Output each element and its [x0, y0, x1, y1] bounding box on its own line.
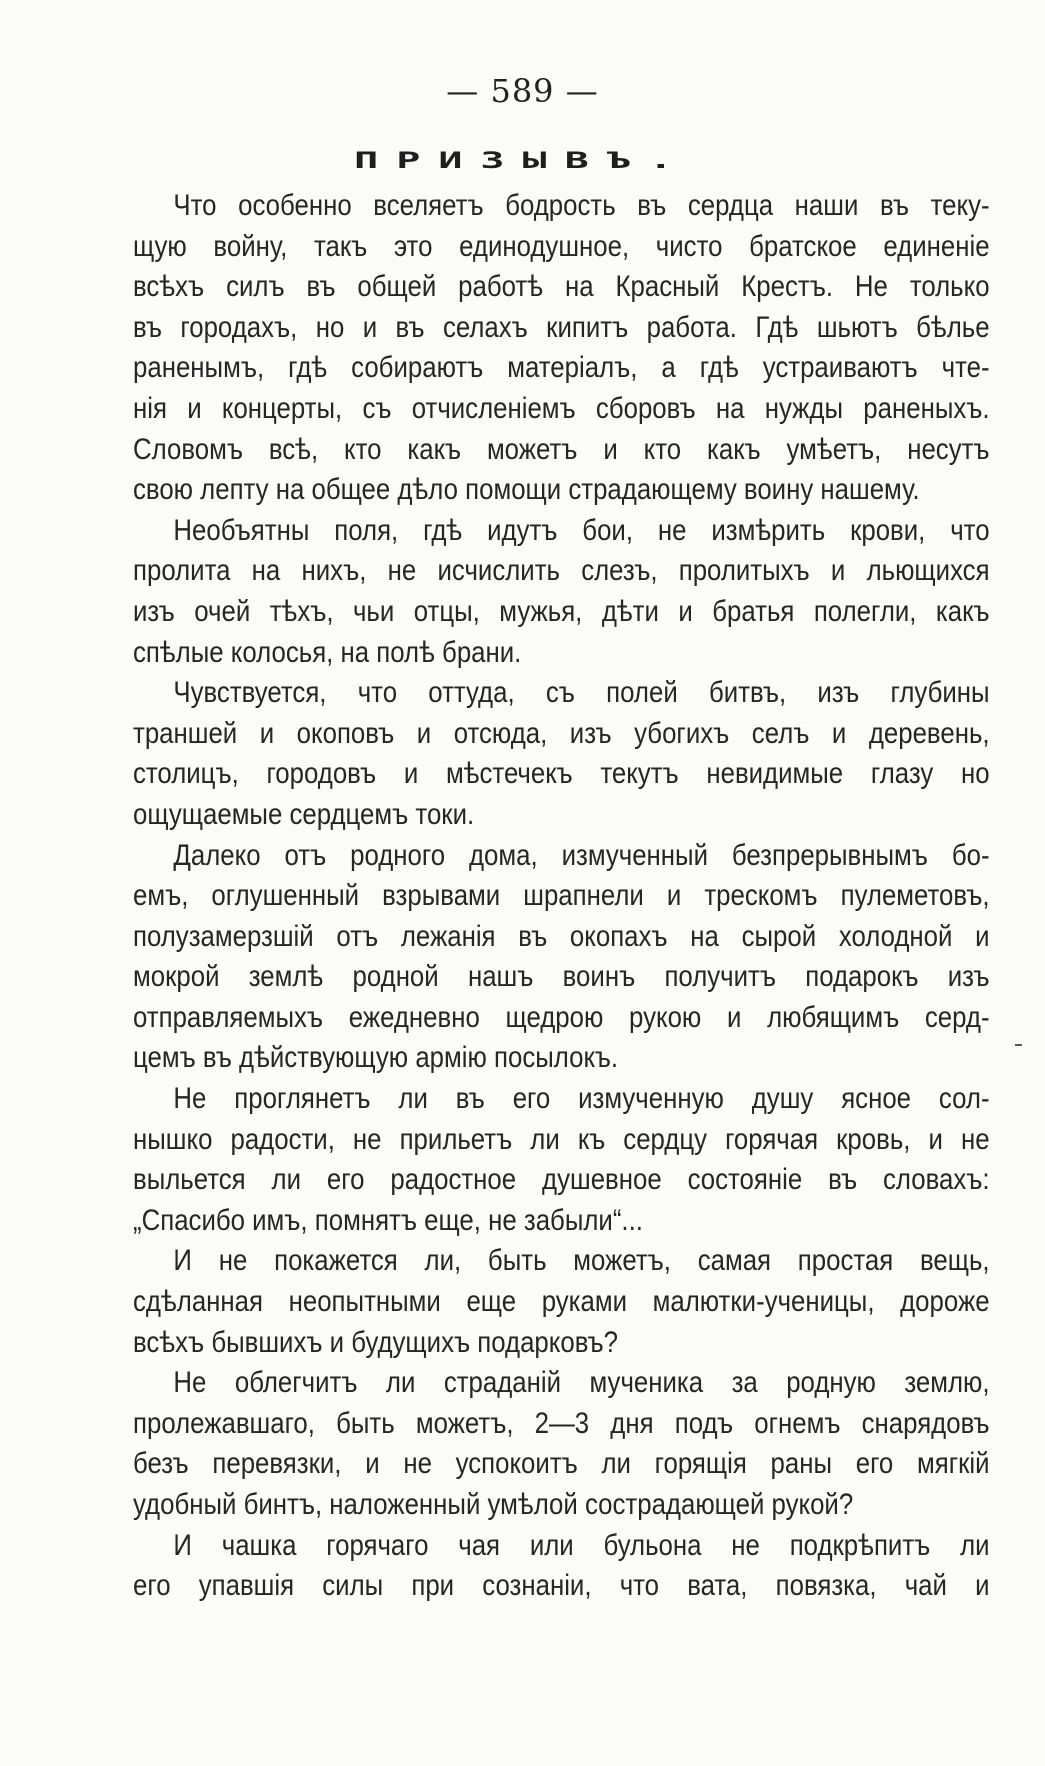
text-line: въ городахъ, но и въ селахъ кипитъ работа. Гдѣ шьютъ бѣлье [133, 310, 990, 344]
margin-mark [1015, 1044, 1022, 1046]
text-line: емъ, оглушенный взрывами шрапнели и трескомъ пулеметовъ, [133, 879, 990, 913]
text-line: сдѣланная неопытными еще руками малютки-ученицы, дороже [133, 1285, 990, 1319]
text-line: изъ очей тѣхъ, чьи отцы, мужья, дѣти и братья полегли, какъ [133, 594, 990, 628]
text-line: пролита на нихъ, не исчислить слезъ, пролитыхъ и льющихся [133, 554, 990, 588]
text-line: мокрой землѣ родной нашъ воинъ получитъ подарокъ изъ [133, 960, 990, 994]
text-line: раненымъ, гдѣ собираютъ матеріалъ, а гдѣ устраиваютъ чте- [133, 351, 990, 385]
text-line: И не покажется ли, быть можетъ, самая простая вещь, [173, 1244, 990, 1278]
text-line: свою лепту на общее дѣло помощи страдающему воину нашему. [133, 473, 920, 507]
text-line: Что особенно вселяетъ бодрость въ сердца наши въ теку- [173, 189, 990, 222]
text-line: пролежавшаго, быть можетъ, 2—3 дня подъ огнемъ снарядовъ [133, 1406, 990, 1440]
text-line: спѣлые колосья, на полѣ брани. [133, 635, 522, 669]
text-line: Необъятны поля, гдѣ идутъ бои, не измѣрить крови, что [173, 513, 990, 547]
text-line: Далеко отъ родного дома, измученный безпрерывнымъ бо- [173, 838, 990, 872]
article-body [133, 186, 990, 1607]
text-line: полузамерзшій отъ лежанія въ окопахъ на сырой холодной и [133, 919, 990, 953]
text-line: Не проглянетъ ли въ его измученную душу ясное сол- [173, 1082, 990, 1116]
page-title: ПРИЗЫВЪ. [354, 148, 691, 174]
text-line: столицъ, городовъ и мѣстечекъ текутъ невидимые глазу но [133, 757, 990, 791]
text-line: отправляемыхъ ежедневно щедрою рукою и любящимъ серд- [133, 1000, 990, 1034]
text-line: всѣхъ силъ въ общей работѣ на Красный Крестъ. Не только [133, 270, 990, 304]
text-line: выльется ли его радостное душевное состояніе въ словахъ: [133, 1163, 990, 1197]
text-line: ощущаемые сердцемъ токи. [133, 797, 475, 831]
text-line: И чашка горячаго чая или бульона не подкрѣпитъ ли [173, 1528, 990, 1562]
text-line: нія и концерты, съ отчисленіемъ сборовъ на нужды раненыхъ. [133, 391, 990, 425]
text-line: всѣхъ бывшихъ и будущихъ подарковъ? [133, 1325, 619, 1359]
text-line: траншей и окоповъ и отсюда, изъ убогихъ селъ и деревень, [133, 716, 990, 750]
text-line: нышко радости, не прильетъ ли къ сердцу горячая кровь, и не [133, 1122, 990, 1156]
text-line: безъ перевязки, и не успокоитъ ли горящія раны его мягкій [133, 1447, 990, 1481]
text-line: цемъ въ дѣйствующую армію посылокъ. [133, 1041, 619, 1075]
text-line: Не облегчитъ ли страданій мученика за родную землю, [173, 1366, 990, 1400]
text-line: щую войну, такъ это единодушное, чисто братское единеніе [133, 229, 990, 263]
text-line: Словомъ всѣ, кто какъ можетъ и кто какъ умѣетъ, несутъ [133, 432, 990, 466]
text-line: его упавшія силы при сознаніи, что вата, повязка, чай и [133, 1569, 990, 1603]
text-line: Чувствуется, что оттуда, съ полей битвъ, изъ глубины [173, 676, 990, 710]
text-line: удобный бинтъ, наложенный умѣлой сострадающей рукой? [133, 1488, 854, 1521]
page-number: — 589 — [446, 72, 599, 110]
text-line: „Спасибо имъ, помнятъ еще, не забыли“... [133, 1203, 643, 1237]
